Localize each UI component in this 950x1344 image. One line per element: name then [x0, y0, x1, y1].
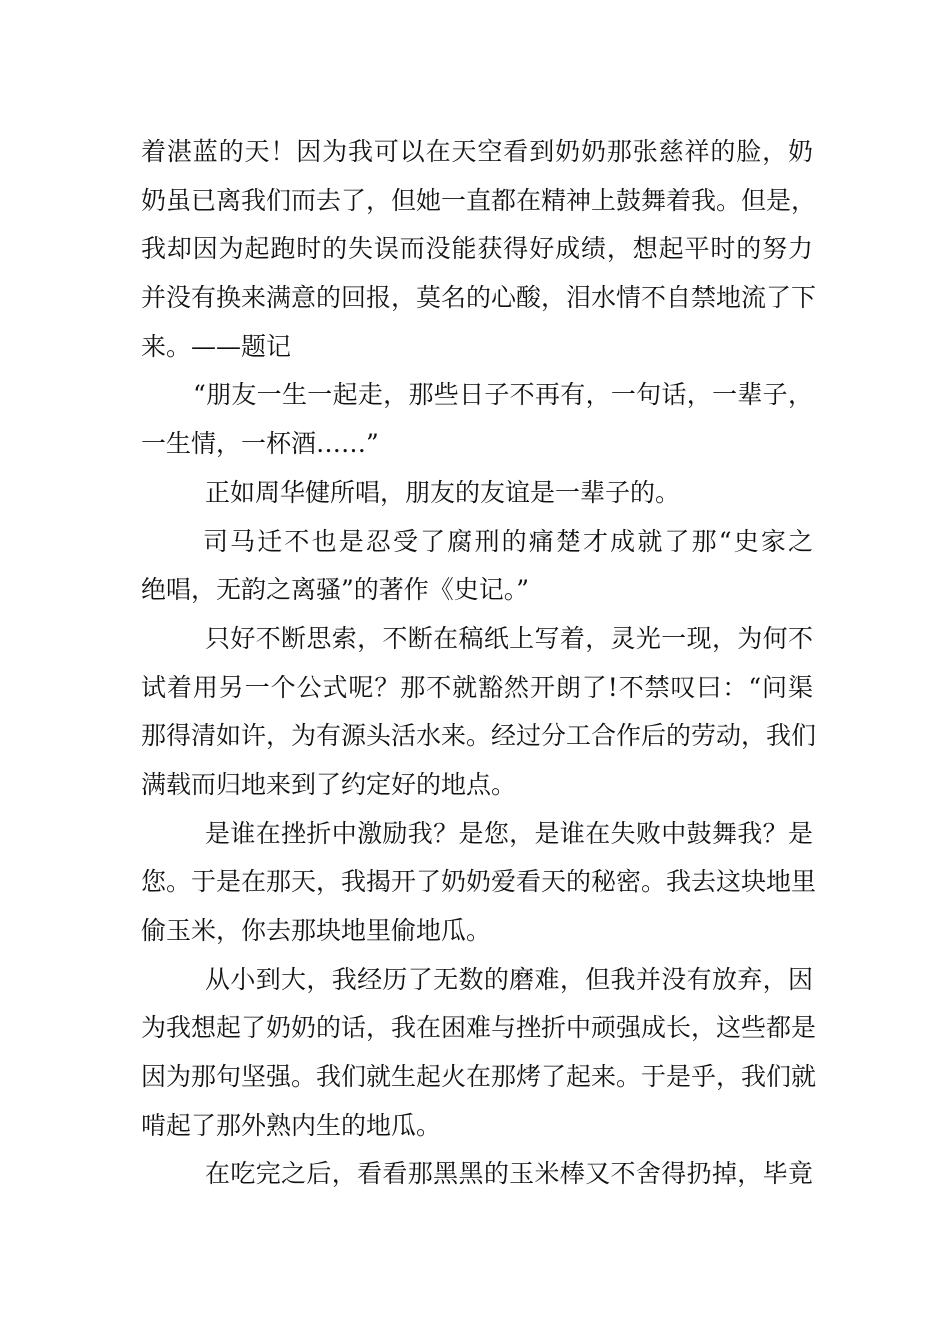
text-line: 试着用另一个公式呢？那不就豁然开朗了!不禁叹曰：“问渠 — [141, 672, 813, 702]
text-line: 偷玉米，你去那块地里偷地瓜。 — [141, 916, 492, 945]
text-line: 并没有换来满意的回报，莫名的心酸，泪水情不自禁地流了下 — [141, 283, 817, 313]
paragraph-after-eating — [141, 1150, 813, 1199]
text-line: 啃起了那外熟内生的地瓜。 — [141, 1110, 442, 1140]
text-line: 绝唱，无韵之离骚”的著作《史记。” — [141, 575, 530, 605]
text-line: 满载而归地来到了约定好的地点。 — [141, 769, 517, 799]
paragraph-encouragement — [141, 810, 817, 956]
text-line: 从小到大，我经历了无数的磨难，但我并没有放弃，因 — [205, 964, 813, 994]
text-line: 您。于是在那天，我揭开了奶奶爱看天的秘密。我去这块地里 — [141, 867, 817, 897]
paragraph-growing-up — [141, 956, 817, 1151]
text-line: 着湛蓝的天！因为我可以在天空看到奶奶那张慈祥的脸，奶 — [141, 137, 813, 166]
text-line: 那得清如许，为有源头活水来。经过分工合作后的劳动，我们 — [141, 721, 817, 751]
text-line: 司马迁不也是忍受了腐刑的痛楚才成就了那“史家之 — [203, 526, 813, 556]
paragraph-sima-qian — [141, 518, 813, 615]
text-line: 为我想起了奶奶的话，我在困难与挫折中顽强成长，这些都是 — [141, 1013, 817, 1043]
text-line: 正如周华健所唱，朋友的友谊是一辈子的。 — [205, 477, 681, 507]
paragraph-song-quote — [141, 371, 813, 468]
text-line: 奶虽已离我们而去了，但她一直都在精神上鼓舞着我。但是， — [141, 185, 817, 215]
paragraph-friendship — [141, 469, 813, 518]
paragraph-formula — [141, 615, 817, 810]
text-line: 只好不断思索，不断在稿纸上写着，灵光一现，为何不 — [205, 623, 813, 653]
text-line: 一生情，一杯酒……” — [141, 429, 379, 459]
text-line: 在吃完之后，看看那黑黑的玉米棒又不舍得扔掉，毕竟 — [205, 1159, 813, 1189]
text-line: 来。——题记 — [141, 331, 292, 361]
text-line: “朋友一生一起走，那些日子不再有，一句话，一辈子， — [193, 380, 813, 410]
text-line: 是谁在挫折中激励我？是您，是谁在失败中鼓舞我？是 — [205, 818, 813, 848]
document-page — [141, 128, 817, 1199]
text-line: 我却因为起跑时的失误而没能获得好成绩，想起平时的努力 — [141, 234, 813, 264]
paragraph-epigraph — [141, 128, 817, 371]
text-line: 因为那句坚强。我们就生起火在那烤了起来。于是乎，我们就 — [141, 1062, 817, 1092]
